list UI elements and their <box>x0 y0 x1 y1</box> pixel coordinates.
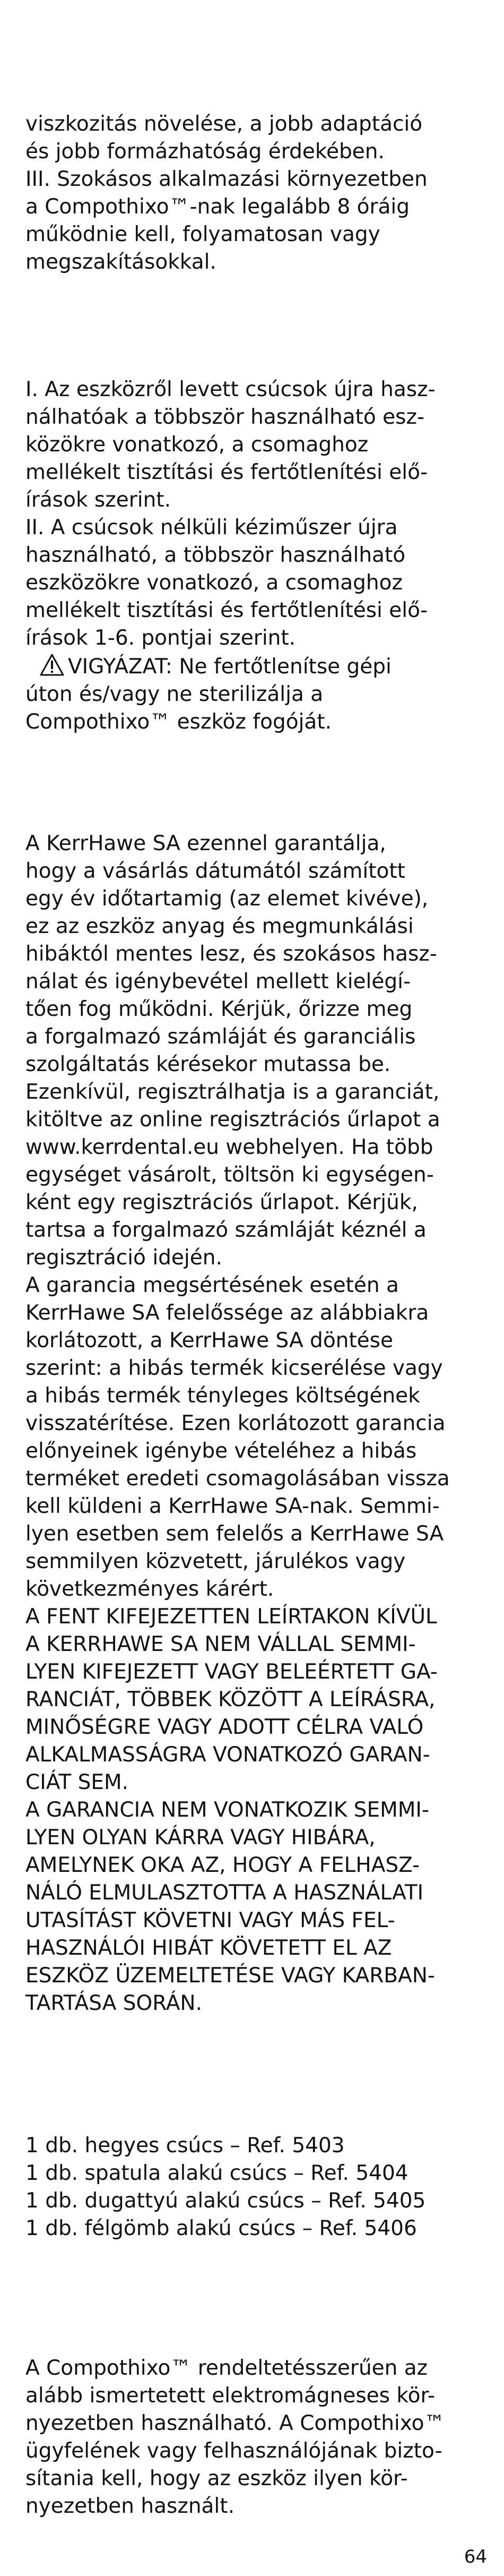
text-line: UTASÍTÁST KÖVETNI VAGY MÁS FEL- <box>25 1909 395 1932</box>
text-line: kitöltve az online regisztrációs űrlapot a <box>25 1108 440 1132</box>
text-line: Compothixo™ eszköz fogóját. <box>25 710 332 734</box>
text-line: regisztráció idején. <box>25 1246 222 1270</box>
text-line: és jobb formázhatóság érdekében. <box>25 140 385 164</box>
warning-first-line <box>25 653 487 681</box>
tips-list-block <box>25 2132 487 2243</box>
list-item: 1 db. dugattyú alakú csúcs – Ref. 5405 <box>25 2189 426 2213</box>
text-line: a hibás termék tényleges költségének <box>25 1384 420 1408</box>
text-line: terméket eredeti csomagolásában vissza <box>25 1467 450 1491</box>
text-line: hibáktól mentes lesz, és szokásos hasz- <box>25 942 437 966</box>
text-line: következményes kárért. <box>25 1577 274 1601</box>
text-line: MINŐSÉGRE VAGY ADOTT CÉLRA VALÓ <box>25 1715 424 1739</box>
text-line: semmilyen közvetett, járulékos vagy <box>25 1550 406 1573</box>
text-line: A KerrHawe SA ezennel garantálja, <box>25 832 386 855</box>
text-line: III. Szokásos alkalmazási környezetben <box>25 167 428 191</box>
text-line: nyezetben használható. A Compothixo™ <box>25 2411 445 2435</box>
text-line: KerrHawe SA felelőssége az alábbiakra <box>25 1301 429 1325</box>
warning-first-line-text: VIGYÁZAT: Ne fertőtlenítse gépi <box>68 655 392 679</box>
warning-triangle-icon <box>39 653 65 677</box>
text-line: A GARANCIA NEM VONATKOZIK SEMMI- <box>25 1798 429 1822</box>
text-line: eszközökre vonatkozó, a csomaghoz <box>25 571 403 595</box>
intro-block <box>25 110 487 276</box>
warranty-block <box>25 830 487 2017</box>
list-item: 1 db. spatula alakú csúcs – Ref. 5404 <box>25 2161 409 2185</box>
text-line: Ezenkívül, regisztrálhatja is a garanciát, <box>25 1080 440 1104</box>
text-line: lyen esetben sem felelős a KerrHawe SA <box>25 1522 444 1546</box>
text-line: II. A csúcsok nélküli kéziműszer újra <box>25 516 398 540</box>
text-line: írások 1-6. pontjai szerint. <box>25 626 296 650</box>
text-line: mellékelt tisztítási és fertőtlenítési elő- <box>25 460 428 484</box>
text-line: mellékelt tisztítási és fertőtlenítési elő- <box>25 598 428 622</box>
text-line: szerint: a hibás termék kicserélése vagy <box>25 1356 443 1380</box>
text-line: viszkozitás növelése, a jobb adaptáció <box>25 112 423 136</box>
text-line: hogy a vásárlás dátumától számított <box>25 859 405 883</box>
text-line: ESZKÖZ ÜZEMELTETÉSE VAGY KARBAN- <box>25 1964 435 1988</box>
text-line: korlátozott, a KerrHawe SA döntése <box>25 1329 393 1353</box>
text-line: úton és/vagy ne sterilizálja a <box>25 682 324 706</box>
text-line: LYEN KIFEJEZETT VAGY BELEÉRTETT GA- <box>25 1660 438 1684</box>
text-line: ként egy regisztrációs űrlapot. Kérjük, <box>25 1191 418 1214</box>
text-line: ez az eszköz anyag és megmunkálási <box>25 914 414 938</box>
text-line: nálat és igénybevétel mellett kielégí- <box>25 970 411 994</box>
text-line: A garancia megsértésének esetén a <box>25 1273 399 1297</box>
cleaning-block <box>25 376 487 652</box>
text-line: használható, a többször használható <box>25 543 406 567</box>
text-line: LYEN OLYAN KÁRRA VAGY HIBÁRA, <box>25 1826 376 1850</box>
list-item: 1 db. félgömb alakú csúcs – Ref. 5406 <box>25 2216 417 2240</box>
text-line: RANCIÁT, TÖBBEK KÖZÖTT A LEÍRÁSRA, <box>25 1688 436 1711</box>
text-line: működnie kell, folyamatosan vagy <box>25 222 380 246</box>
text-line: írások szerint. <box>25 488 171 512</box>
text-line: CIÁT SEM. <box>25 1770 129 1794</box>
text-line: nálhatóak a többször használható esz- <box>25 405 425 429</box>
text-line: tően fog működni. Kérjük, őrizze meg <box>25 997 413 1021</box>
text-line: NÁLÓ ELMULASZTOTTA A HASZNÁLATI <box>25 1881 424 1905</box>
text-line: előnyeinek igénybe vételéhez a hibás <box>25 1439 417 1463</box>
text-line: visszatérítése. Ezen korlátozott garancia <box>25 1411 446 1435</box>
text-line: tartsa a forgalmazó számláját kéznél a <box>25 1218 427 1242</box>
text-line: ALKALMASSÁGRA VONATKOZÓ GARAN- <box>25 1743 430 1767</box>
list-item: 1 db. hegyes csúcs – Ref. 5403 <box>25 2134 345 2158</box>
text-line: HASZNÁLÓI HIBÁT KÖVETETT EL AZ <box>25 1936 392 1960</box>
text-line: sítania kell, hogy az eszköz ilyen kör- <box>25 2467 408 2491</box>
text-line: szolgáltatás kérésekor mutassa be. <box>25 1052 391 1076</box>
text-line: I. Az eszközről levett csúcsok újra hasz- <box>25 378 436 401</box>
text-line: A Compothixo™ rendeltetésszerűen az <box>25 2356 428 2380</box>
text-line: a Compothixo™-nak legalább 8 óráig <box>25 195 410 219</box>
text-line: A KERRHAWE SA NEM VÁLLAL SEMMI- <box>25 1632 416 1656</box>
text-line: AMELYNEK OKA AZ, HOGY A FELHASZ- <box>25 1853 420 1877</box>
text-line: nyezetben használt. <box>25 2494 234 2518</box>
text-line: A FENT KIFEJEZETTEN LEÍRTAKON KÍVÜL <box>25 1605 437 1629</box>
text-line: alább ismertetett elektromágneses kör- <box>25 2384 436 2408</box>
text-line: TARTÁSA SORÁN. <box>25 1991 202 2015</box>
text-line: egységet vásárolt, töltsön ki egységen- <box>25 1163 434 1187</box>
text-line: egy év időtartamig (az elemet kivéve), <box>25 887 429 911</box>
emc-block <box>25 2355 487 2520</box>
text-line: a forgalmazó számláját és garanciális <box>25 1025 416 1049</box>
page-number: 64 <box>464 2546 487 2568</box>
text-line: kell küldeni a KerrHawe SA-nak. Semmi- <box>25 1494 440 1518</box>
text-line: közökre vonatkozó, a csomaghoz <box>25 433 369 457</box>
text-line: ügyfelének vagy felhasználójának bizto- <box>25 2439 442 2463</box>
text-line: www.kerrdental.eu webhelyen. Ha több <box>25 1135 433 1159</box>
text-line: megszakításokkal. <box>25 250 216 274</box>
warning-block <box>25 653 487 736</box>
